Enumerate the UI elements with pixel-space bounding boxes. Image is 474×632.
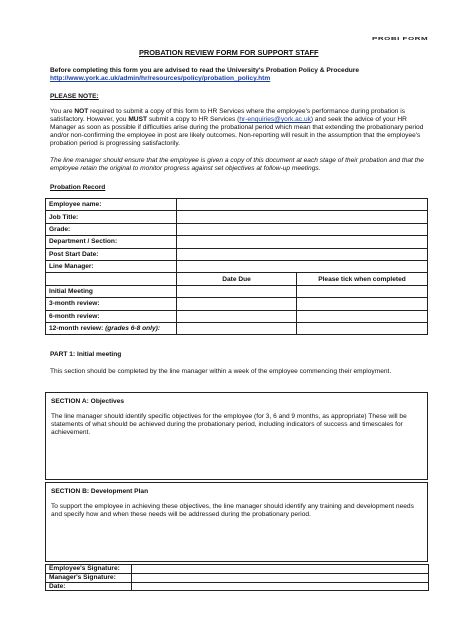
- note-paragraph: [50, 108, 432, 148]
- tick-cell[interactable]: [297, 310, 428, 322]
- review-label: Initial Meeting: [46, 285, 177, 297]
- field-value[interactable]: [177, 223, 428, 235]
- date-due-cell[interactable]: [177, 322, 297, 334]
- table-row: [46, 199, 428, 211]
- review-label: 3-month review:: [46, 298, 177, 310]
- table-header-row: [46, 273, 428, 285]
- table-row: [46, 211, 428, 223]
- tick-cell[interactable]: [297, 322, 428, 334]
- note-text-1: You are: [50, 108, 75, 115]
- field-label: Post Start Date:: [46, 248, 177, 260]
- table-row: [46, 248, 428, 260]
- date-field[interactable]: [132, 582, 429, 591]
- section-a-heading: SECTION A: Objectives: [51, 398, 125, 405]
- policy-link[interactable]: http://www.york.ac.uk/admin/hr/resources/policy/probation_policy.htm: [50, 75, 271, 83]
- signature-label: Manager's Signature:: [46, 573, 132, 582]
- tick-header: Please tick when completed: [297, 273, 428, 285]
- note-heading: PLEASE NOTE:: [50, 93, 99, 100]
- table-row: [46, 565, 429, 574]
- table-row: [46, 573, 429, 582]
- field-value[interactable]: [177, 248, 428, 260]
- table-row: [46, 260, 428, 272]
- note-text-2: required to submit a copy of this form to HR Services where the employee's performance during probation is satisfactory. However, you: [50, 108, 406, 124]
- table-row: [46, 322, 428, 334]
- review-label: 6-month review:: [46, 310, 177, 322]
- note-text-4: ) and seek the advice of your HR Manager as soon as possible if difficulties arise during the probational period which mean that extending the probationary period and/or non-confirming the employee in post are likely outcomes. Non-reporting will result in the assumption that the employee's probation period is progressing satisfactorily.: [50, 116, 424, 148]
- field-label: Job Title:: [46, 211, 177, 223]
- date-due-cell[interactable]: [177, 298, 297, 310]
- table-row: [46, 582, 429, 591]
- tick-cell[interactable]: [297, 285, 428, 297]
- field-label: Line Manager:: [46, 260, 177, 272]
- signature-label: Employee's Signature:: [46, 565, 132, 574]
- field-value[interactable]: [177, 236, 428, 248]
- review-12-note: (grades 6-8 only):: [103, 325, 161, 333]
- manager-signature-field[interactable]: [132, 573, 429, 582]
- section-a-box[interactable]: [45, 392, 428, 480]
- field-label: Employee name:: [46, 199, 177, 211]
- employee-signature-field[interactable]: [132, 565, 429, 574]
- section-a-text: The line manager should identify specific objectives for the employee (for 3, 6 and 9 months, as appropriate) These will be statements of what should be achieved during the probationary period, including indicators of success and timescales for achievement.: [51, 413, 407, 437]
- intro-text: Before completing this form you are advised to read the University's Probation Policy & Procedure: [50, 67, 359, 74]
- table-row: [46, 223, 428, 235]
- part1-text: This section should be completed by the line manager within a week of the employee commencing their employment.: [50, 368, 392, 375]
- tick-cell[interactable]: [297, 298, 428, 310]
- field-value[interactable]: [177, 199, 428, 211]
- header-blank: [46, 273, 177, 285]
- note-must: MUST: [128, 116, 147, 124]
- review-label-12: [46, 322, 177, 334]
- probation-record-table: [45, 198, 428, 335]
- date-due-header: Date Due: [177, 273, 297, 285]
- probation-record-heading: Probation Record: [50, 184, 106, 191]
- corner-form-label: PROBI FORM: [372, 36, 429, 42]
- signature-table: [45, 564, 429, 591]
- field-value[interactable]: [177, 260, 428, 272]
- field-label: Grade:: [46, 223, 177, 235]
- form-title: PROBATION REVIEW FORM FOR SUPPORT STAFF: [139, 48, 319, 57]
- section-b-heading: SECTION B: Development Plan: [51, 488, 149, 495]
- intro-paragraph: [50, 67, 434, 83]
- date-due-cell[interactable]: [177, 285, 297, 297]
- note-text-3: submit a copy to HR Services (: [147, 116, 240, 124]
- date-due-cell[interactable]: [177, 310, 297, 322]
- note-not: NOT: [74, 108, 89, 115]
- table-row: [46, 285, 428, 297]
- part1-heading: PART 1: Initial meeting: [50, 351, 122, 358]
- hr-email-link[interactable]: hr-enquiries@york.ac.uk: [239, 116, 311, 124]
- note-italic-paragraph: The line manager should ensure that the employee is given a copy of this document at each stage of their probation and that the employee retain the original to monitor progress against set objectives at follow-up meetings.: [50, 157, 424, 173]
- field-value[interactable]: [177, 211, 428, 223]
- table-row: [46, 310, 428, 322]
- table-row: [46, 236, 428, 248]
- section-b-box[interactable]: [45, 482, 428, 562]
- field-label: Department / Section:: [46, 236, 177, 248]
- signature-label: Date:: [46, 582, 132, 591]
- table-row: [46, 298, 428, 310]
- section-b-text: To support the employee in achieving these objectives, the line manager should identify any training and development needs and specify how and when these needs will be addressed during the probationary period.: [51, 503, 414, 519]
- review-12-label: 12-month review:: [49, 325, 104, 333]
